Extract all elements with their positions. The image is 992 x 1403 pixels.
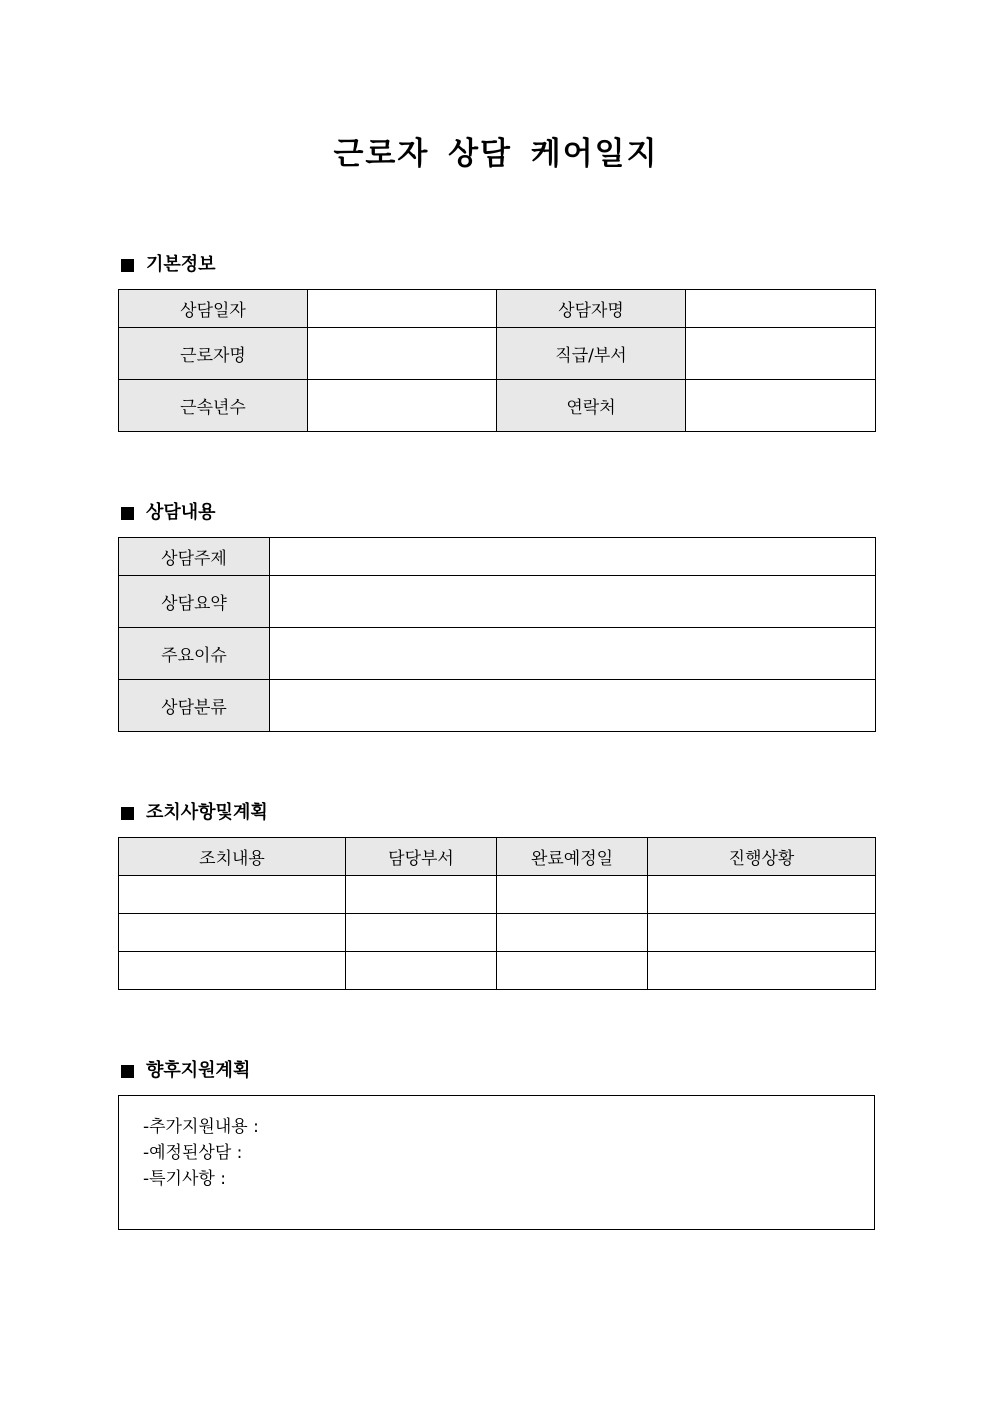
- plan-line-scheduled-counsel: -예정된상담 :: [143, 1143, 243, 1163]
- table-row: [119, 380, 876, 432]
- label-worker-name: 근로자명: [119, 328, 308, 380]
- table-row: [119, 576, 876, 628]
- table-cell[interactable]: [346, 952, 497, 990]
- label-contact: 연락처: [497, 380, 686, 432]
- label-counsel-category: 상담분류: [119, 680, 270, 732]
- section-heading-label: 상담내용: [146, 502, 216, 523]
- table-cell[interactable]: [346, 914, 497, 952]
- table-header-row: [119, 838, 876, 876]
- table-row: [119, 876, 876, 914]
- square-bullet-icon: [121, 259, 134, 272]
- field-counsel-summary[interactable]: [270, 576, 876, 628]
- table-cell[interactable]: [648, 876, 876, 914]
- table-row: [119, 328, 876, 380]
- future-support-plan-box[interactable]: [118, 1095, 875, 1230]
- field-years-of-service[interactable]: [308, 380, 497, 432]
- field-position-department[interactable]: [686, 328, 876, 380]
- field-counselor-name[interactable]: [686, 290, 876, 328]
- plan-line-additional-support: -추가지원내용 :: [143, 1117, 259, 1137]
- column-header-progress: 진행상황: [648, 838, 876, 876]
- table-cell[interactable]: [648, 914, 876, 952]
- column-header-action: 조치내용: [119, 838, 346, 876]
- section-heading-label: 향후지원계획: [146, 1060, 251, 1081]
- table-cell[interactable]: [497, 952, 648, 990]
- section-heading-actions: [119, 801, 268, 825]
- basic-info-table: [118, 289, 876, 432]
- table-cell[interactable]: [346, 876, 497, 914]
- table-row: [119, 914, 876, 952]
- field-main-issues[interactable]: [270, 628, 876, 680]
- field-contact[interactable]: [686, 380, 876, 432]
- section-heading-content: [119, 501, 216, 525]
- document-title: 근로자 상담 케어일지: [333, 136, 659, 172]
- table-row: [119, 680, 876, 732]
- label-counselor-name: 상담자명: [497, 290, 686, 328]
- table-cell[interactable]: [497, 876, 648, 914]
- field-counsel-category[interactable]: [270, 680, 876, 732]
- table-cell[interactable]: [648, 952, 876, 990]
- square-bullet-icon: [121, 1065, 134, 1078]
- section-heading-plan: [119, 1059, 250, 1083]
- table-cell[interactable]: [119, 952, 346, 990]
- table-cell[interactable]: [119, 914, 346, 952]
- column-header-due-date: 완료예정일: [497, 838, 648, 876]
- label-counsel-summary: 상담요약: [119, 576, 270, 628]
- actions-table: [118, 837, 876, 990]
- label-years-of-service: 근속년수: [119, 380, 308, 432]
- column-header-department: 담당부서: [346, 838, 497, 876]
- table-row: [119, 628, 876, 680]
- section-heading-label: 조치사항및계획: [146, 802, 268, 823]
- square-bullet-icon: [121, 807, 134, 820]
- plan-line-special-notes: -특기사항 :: [143, 1169, 226, 1189]
- label-position-department: 직급/부서: [497, 328, 686, 380]
- table-cell[interactable]: [497, 914, 648, 952]
- label-counsel-topic: 상담주제: [119, 538, 270, 576]
- label-main-issues: 주요이슈: [119, 628, 270, 680]
- counsel-content-table: [118, 537, 876, 732]
- table-row: [119, 290, 876, 328]
- field-worker-name[interactable]: [308, 328, 497, 380]
- field-counsel-topic[interactable]: [270, 538, 876, 576]
- table-row: [119, 538, 876, 576]
- table-row: [119, 952, 876, 990]
- section-heading-basic: [119, 253, 216, 277]
- square-bullet-icon: [121, 507, 134, 520]
- label-counsel-date: 상담일자: [119, 290, 308, 328]
- table-cell[interactable]: [119, 876, 346, 914]
- section-heading-label: 기본정보: [146, 254, 216, 275]
- field-counsel-date[interactable]: [308, 290, 497, 328]
